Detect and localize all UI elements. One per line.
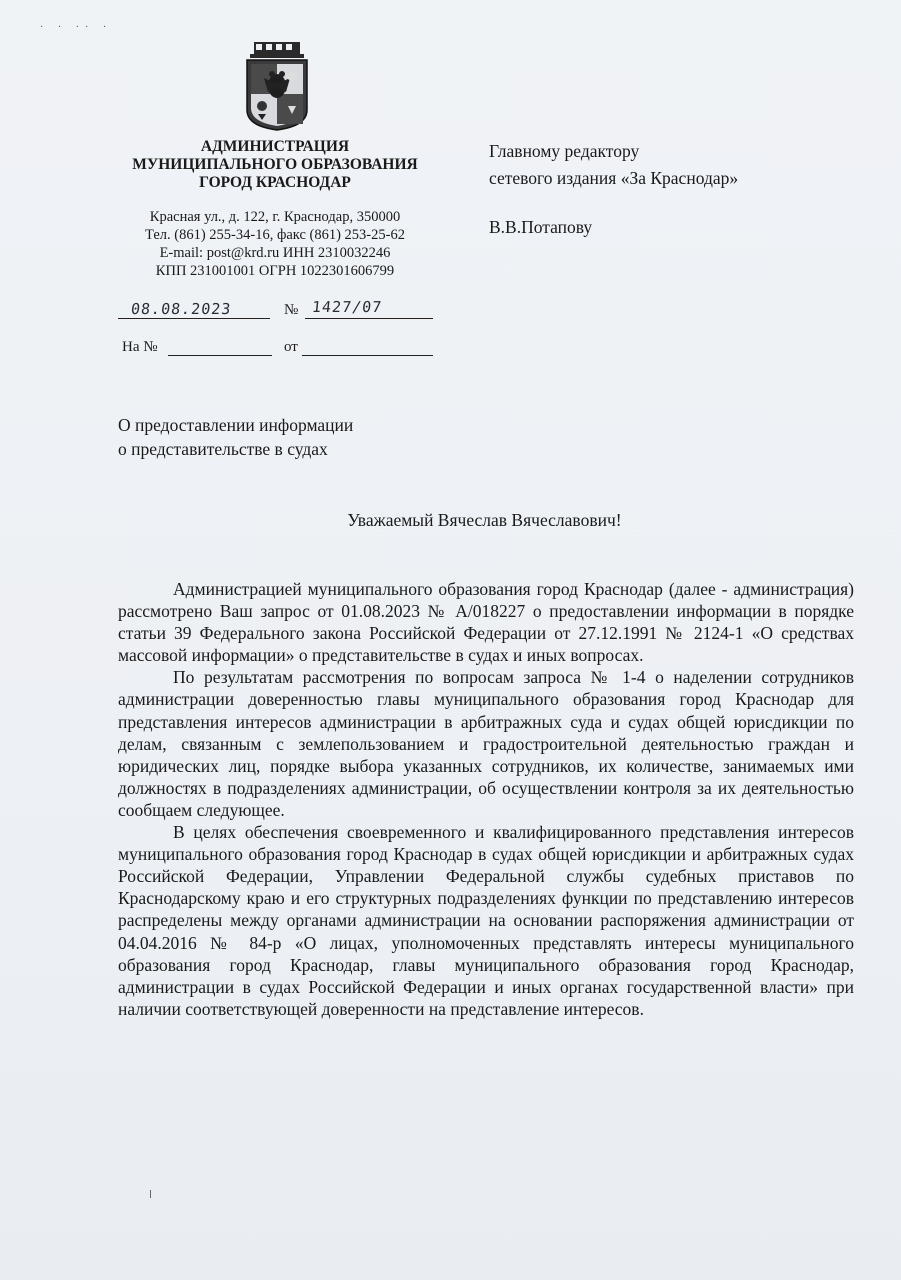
recipient-line-1: Главному редактору	[489, 141, 640, 161]
organization-contacts	[100, 208, 450, 280]
outgoing-number: 1427/07	[311, 298, 384, 316]
number-label: №	[284, 302, 299, 318]
salutation: Уважаемый Вячеслав Вячеславович!	[347, 510, 622, 530]
from-label: от	[284, 339, 298, 355]
scan-mark	[150, 1190, 151, 1198]
recipient-line-2: сетевого издания «За Краснодар»	[489, 168, 739, 188]
address: Красная ул., д. 122, г. Краснодар, 350000	[149, 209, 401, 225]
kpp-ogrn: КПП 231001001 ОГРН 1022301606799	[155, 263, 395, 279]
org-line-1: АДМИНИСТРАЦИЯ	[200, 138, 350, 155]
letter-body	[118, 578, 854, 1020]
subject-line-2: о представительстве в судах	[118, 439, 328, 459]
coat-of-arms-icon	[244, 40, 310, 132]
paragraph-2: По результатам рассмотрения по вопросам запроса № 1-4 о наделении сотрудников администрации доверенностью главы муниципального образования город Краснодар для представления интересов администрации в арбитражных суда и судах общей юрисдикции по делам, связанным с землепользованием и градостроительной деятельностью граждан и юридических лиц, порядке выбора указанных сотрудников, их количестве, занимаемых ими должностях в подразделениях администрации, об осуществлении контроля за их деятельностью сообщаем следующее.	[118, 667, 854, 820]
paragraph-1: Администрацией муниципального образования город Краснодар (далее - администрация) рассмотрено Ваш запрос от 01.08.2023 № А/018227 о предоставлении информации в порядке статьи 39 Федерального закона Российской Федерации от 27.12.1991 № 2124-1 «О средствах массовой информации» о представительстве в судах и иных вопросах.	[118, 579, 854, 666]
scan-specks: · · ·· ·	[40, 22, 113, 33]
from-underline	[302, 337, 433, 356]
phone-fax: Тел. (861) 255-34-16, факс (861) 253-25-62	[145, 227, 405, 243]
email-inn: E-mail: post@krd.ru ИНН 2310032246	[159, 245, 391, 261]
recipient-name: В.В.Потапову	[489, 217, 593, 237]
reply-label: На №	[122, 339, 158, 355]
recipient-block	[489, 138, 738, 241]
paragraph-3: В целях обеспечения своевременного и квалифицированного представления интересов муниципального образования город Краснодар в судах общей юрисдикции и арбитражных судах Российской Федерации, Управлении Федеральной службы судебных приставов по Краснодарскому краю и его структурных подразделениях функции по представлению интересов распределены между органами администрации на основании распоряжения администрации от 04.04.2016 № 84-р «О лицах, уполномоченных представлять интересы муниципального образования город Краснодар, главы муниципального образования город Краснодар, администрации в судах Российской Федерации и иных органах государственной власти» при наличии соответствующей доверенности на представление интересов.	[118, 822, 854, 1019]
org-line-3: ГОРОД КРАСНОДАР	[199, 174, 351, 191]
subject-line-1: О предоставлении информации	[118, 415, 354, 435]
outgoing-date: 08.08.2023	[130, 300, 233, 318]
letter-subject	[118, 413, 353, 461]
organization-name	[100, 138, 450, 192]
reply-underline	[168, 337, 272, 356]
org-line-2: МУНИЦИПАЛЬНОГО ОБРАЗОВАНИЯ	[132, 156, 418, 173]
